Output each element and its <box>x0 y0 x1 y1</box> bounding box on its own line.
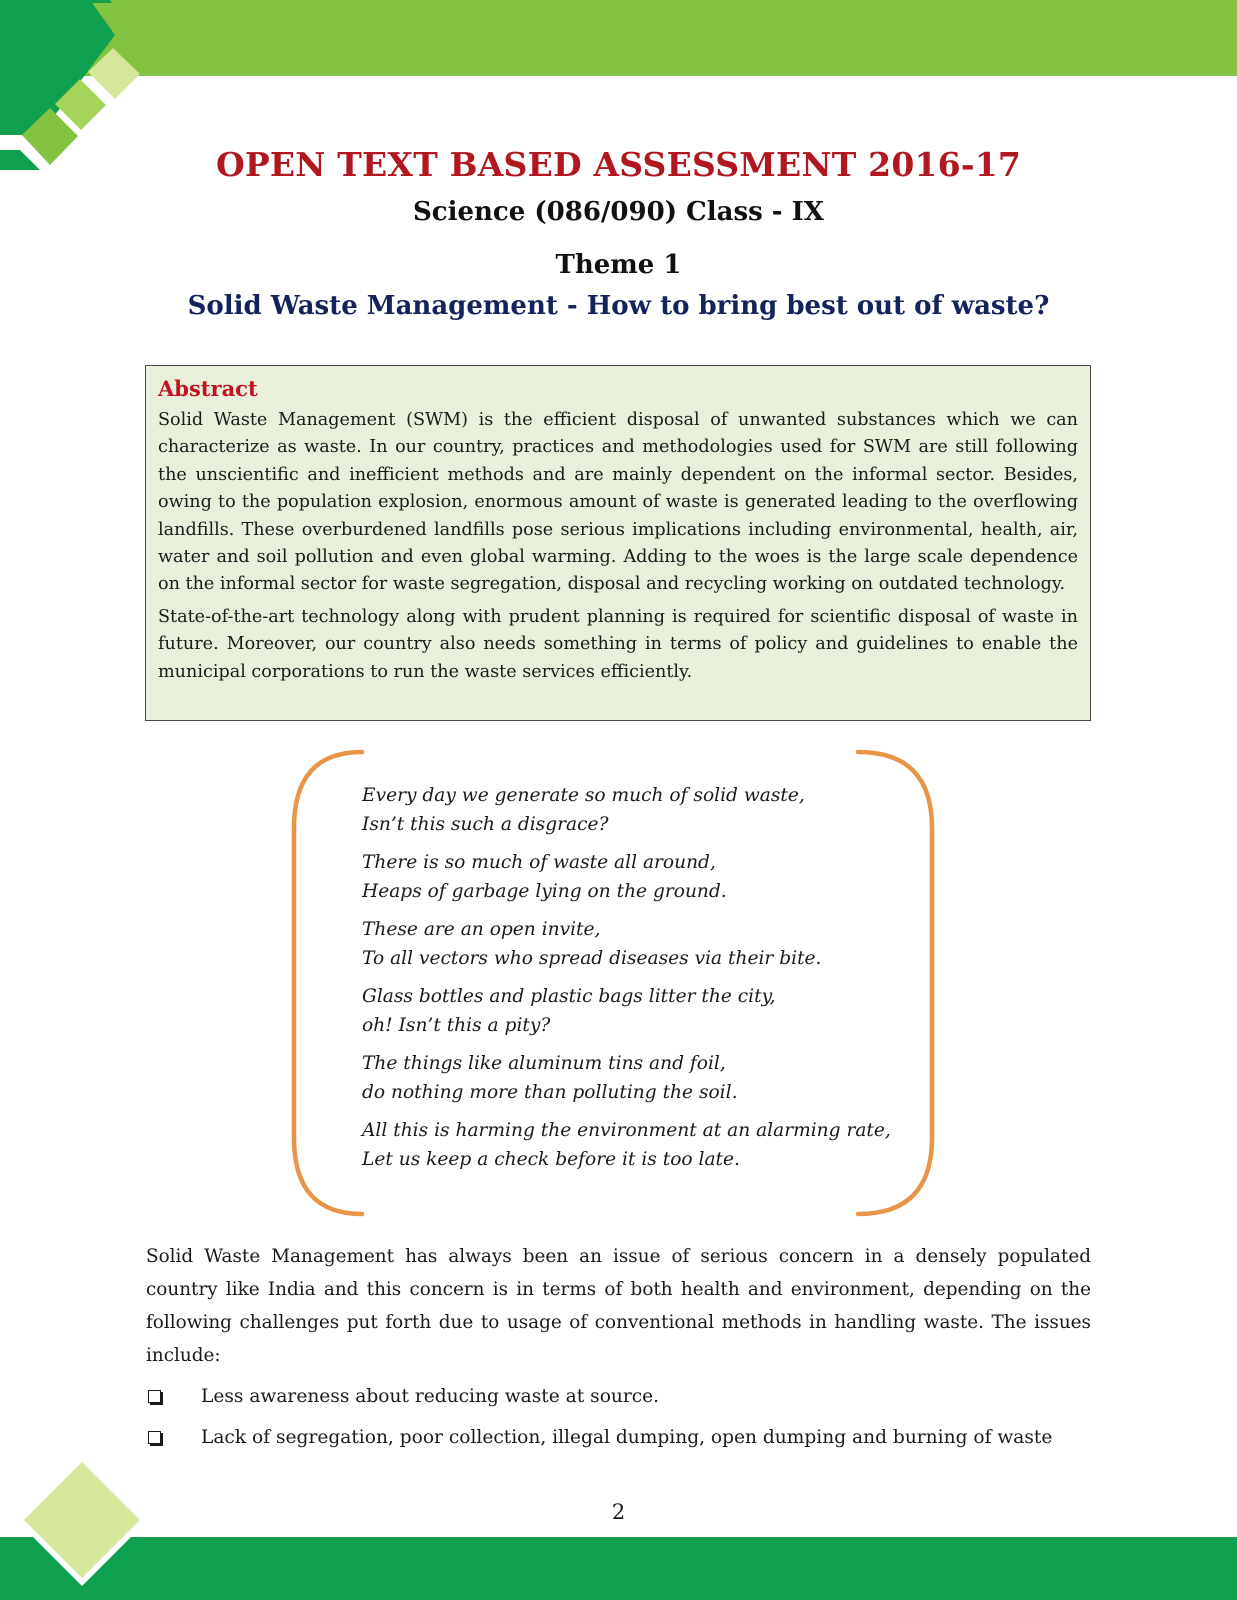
poem <box>362 782 922 1184</box>
bottom-left-diamond-decoration <box>0 1450 170 1600</box>
page-number: 2 <box>611 1500 626 1524</box>
poem-stanza <box>362 983 922 1040</box>
poem-stanza <box>362 916 922 973</box>
issues-list <box>146 1382 1091 1464</box>
issue-text: Less awareness about reducing waste at source. <box>201 1386 660 1407</box>
poem-line: Every day we generate so much of solid waste, <box>362 785 805 806</box>
poem-line: do nothing more than polluting the soil. <box>362 1081 738 1103</box>
top-green-bar <box>0 0 1237 76</box>
poem-stanza <box>362 782 922 839</box>
poem-line: oh! Isn’t this a pity? <box>362 1014 551 1036</box>
document-title: OPEN TEXT BASED ASSESSMENT 2016-17 <box>215 145 1022 184</box>
list-item <box>146 1382 1091 1423</box>
list-item <box>146 1423 1091 1464</box>
poem-line: Heaps of garbage lying on the ground. <box>362 880 727 902</box>
poem-line: There is so much of waste all around, <box>362 852 716 873</box>
poem-line: Isn’t this such a disgrace? <box>362 813 609 835</box>
poem-line: Glass bottles and plastic bags litter the city, <box>362 986 776 1007</box>
checkbox-bullet-icon <box>148 1431 161 1444</box>
theme-label: Theme 1 <box>555 250 682 280</box>
poem-line: To all vectors who spread diseases via their bite. <box>362 947 822 969</box>
issue-text: Lack of segregation, poor collection, illegal dumping, open dumping and burning of waste <box>201 1427 1053 1448</box>
poem-stanza <box>362 1117 922 1174</box>
abstract-paragraph: Solid Waste Management (SWM) is the efficient disposal of unwanted substances which we can characterize as waste. In our country, practices and methodologies used for SWM are still following the unscientific and inefficient methods and are mainly dependent on the informal sector. Besides, owing to the population explosion, enormous amount of waste is generated leading to the overflowing landfills. These overburdened landfills pose serious implications including environmental, health, air, water and soil pollution and even global warming. Adding to the woes is the large scale dependence on the informal sector for waste segregation, disposal and recycling working on outdated technology. <box>158 410 1078 595</box>
theme-title: Solid Waste Management - How to bring best out of waste? <box>187 291 1050 321</box>
abstract-paragraph: State-of-the-art technology along with prudent planning is required for scientific disposal of waste in future. Moreover, our country also needs something in terms of policy and guidelines to enable the municipal corporations to run the waste services efficiently. <box>158 606 1078 682</box>
bottom-green-bar <box>0 1537 1237 1600</box>
poem-line: Let us keep a check before it is too late. <box>362 1148 740 1170</box>
poem-line: All this is harming the environment at an alarming rate, <box>362 1120 891 1141</box>
abstract-heading: Abstract <box>158 376 258 401</box>
abstract-box <box>145 365 1091 721</box>
subject-line: Science (086/090) Class - IX <box>413 197 824 227</box>
poem-stanza <box>362 849 922 906</box>
poem-line: The things like aluminum tins and foil, <box>362 1053 726 1074</box>
checkbox-bullet-icon <box>148 1390 161 1403</box>
body-paragraph: Solid Waste Management has always been an issue of serious concern in a densely populated country like India and this concern is in terms of both health and environment, depending on the following challenges put forth due to usage of conventional methods in handling waste. The issues include: <box>146 1246 1091 1366</box>
poem-stanza <box>362 1050 922 1107</box>
poem-line: These are an open invite, <box>362 919 601 940</box>
